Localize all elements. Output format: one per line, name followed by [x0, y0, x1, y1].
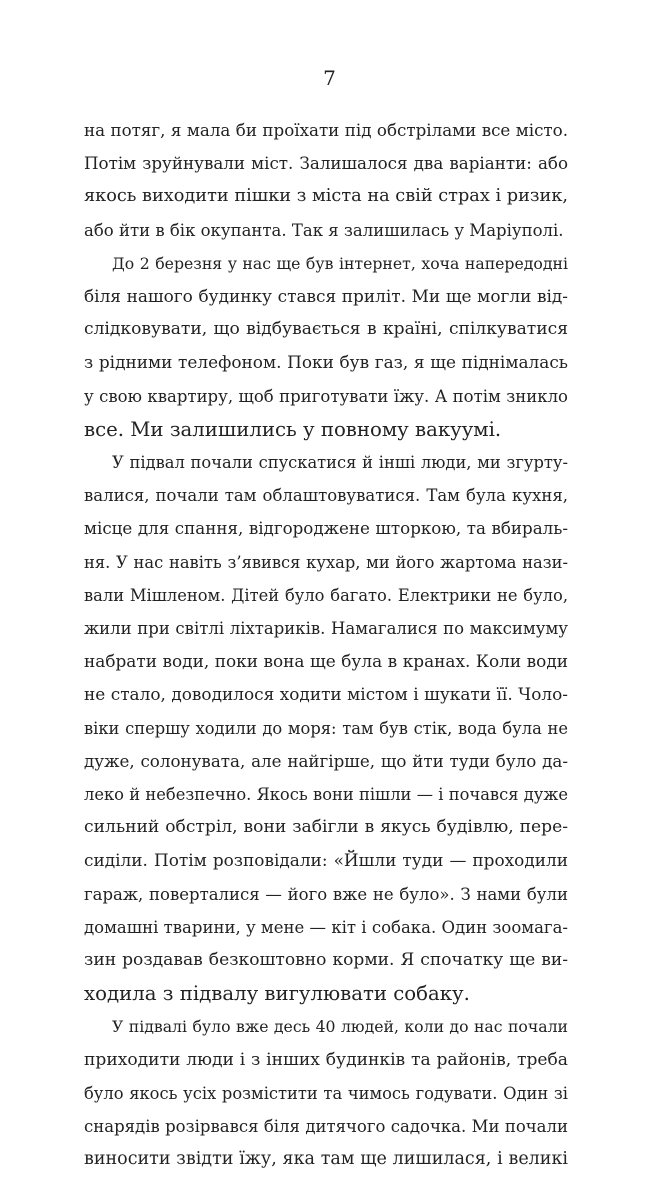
text-line: У підвалі було вже десь 40 людей, коли до нас почали: [112, 1017, 568, 1037]
text-line: все. Ми залишились у повному вакуумі.: [84, 417, 502, 441]
paragraph: [84, 1010, 568, 1176]
text-line: До 2 березня у нас ще був інтернет, хоча напередодні: [112, 253, 568, 273]
text-line: не стало, доводилося ходити містом і шукати її. Чоло-: [84, 684, 568, 705]
text-line: снарядів розірвався біля дитячого садочка. Ми почали: [84, 1117, 568, 1137]
text-line: набрати води, поки вона ще була в кранах. Коли води: [84, 651, 568, 672]
text-line: на потяг, я мала би проїхати під обстрілами все місто.: [84, 120, 568, 140]
text-line: дуже, солонувата, але найгірше, що йти туди було да-: [84, 750, 568, 771]
text-line: було якось усіх розмістити та чимось годувати. Один зі: [84, 1083, 568, 1103]
text-line: біля нашого будинку стався приліт. Ми ще могли від-: [84, 286, 568, 307]
text-line: віки спершу ходили до моря: там був стік, вода була не: [84, 718, 568, 738]
paragraph: [84, 247, 568, 446]
text-line: вали Мішленом. Дітей було багато. Електрики не було,: [84, 585, 568, 605]
body-text: [84, 114, 568, 1177]
text-line: гараж, поверталися — його вже не було». З нами були: [84, 884, 568, 904]
text-line: жили при світлі ліхтариків. Намагалися по максимуму: [84, 619, 568, 639]
text-line: У підвал почали спускатися й інші люди, ми згурту-: [112, 453, 568, 473]
text-line: ходила з підвалу вигулювати собаку.: [84, 982, 470, 1006]
text-line: якось виходити пішки з міста на свій страх і ризик,: [84, 186, 568, 207]
text-line: приходити люди і з інших будинків та районів, треба: [84, 1049, 568, 1070]
text-line: з рідними телефоном. Поки був газ, я ще піднімалась: [84, 352, 568, 373]
text-line: сильний обстріл, вони забігли в якусь будівлю, пере-: [84, 817, 568, 838]
text-line: валися, почали там облаштовуватися. Там була кухня,: [84, 486, 568, 506]
paragraph: [84, 446, 568, 1010]
text-line: зин роздавав безкоштовно корми. Я спочатку ще ви-: [84, 950, 568, 971]
text-line: виносити звідти їжу, яка там ще лишилася, і великі: [84, 1149, 568, 1170]
paragraph: [84, 114, 568, 247]
text-line: домашні тварини, у мене — кіт і собака. Один зоомага-: [84, 917, 568, 937]
page-number: 7: [323, 66, 336, 90]
text-line: леко й небезпечно. Якось вони пішли — і почався дуже: [84, 785, 568, 805]
text-line: або йти в бік окупанта. Так я залишилась у Маріуполі.: [84, 220, 564, 240]
text-line: місце для спання, відгороджене шторкою, та вбираль-: [84, 518, 568, 539]
text-line: у свою квартиру, щоб приготувати їжу. А потім зникло: [84, 386, 568, 406]
text-line: ня. У нас навіть з’явився кухар, ми його жартома нази-: [84, 552, 568, 572]
text-line: Потім зруйнували міст. Залишалося два варіанти: або: [84, 153, 568, 174]
text-line: слідковувати, що відбувається в країні, спілкуватися: [84, 319, 568, 340]
text-line: сиділи. Потім розповідали: «Йшли туди — проходили: [84, 850, 568, 871]
